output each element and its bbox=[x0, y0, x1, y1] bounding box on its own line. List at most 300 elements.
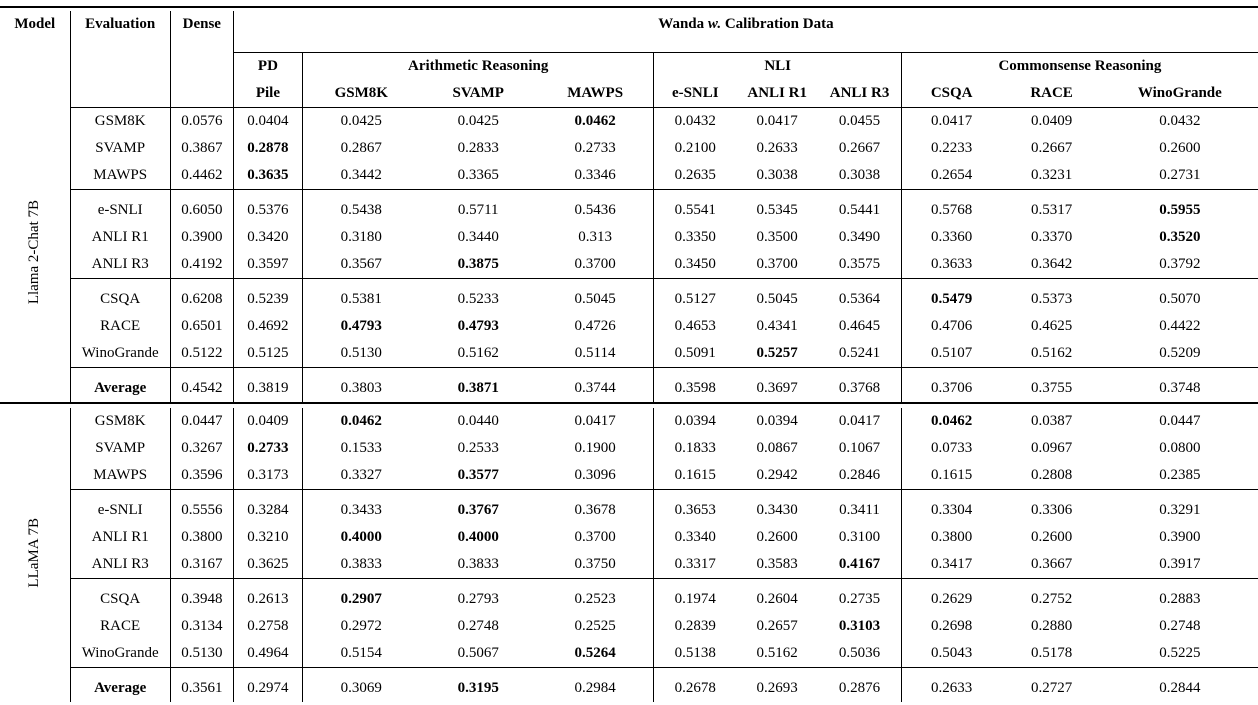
metric-value: 0.6208 bbox=[170, 286, 233, 313]
group-separator-cell bbox=[420, 190, 537, 198]
metric-value: 0.3678 bbox=[574, 502, 616, 518]
metric-value: 0.5045 bbox=[756, 291, 798, 307]
group-separator-cell bbox=[901, 668, 1001, 676]
metric-value: 0.0967 bbox=[1030, 440, 1073, 456]
metric-value: 0.0800 bbox=[1159, 440, 1201, 456]
group-separator-cell bbox=[537, 668, 654, 676]
col-header-pile: Pile bbox=[233, 79, 302, 108]
group-separator bbox=[0, 368, 1258, 376]
group-separator-cell bbox=[420, 668, 537, 676]
metric-value: 0.3433 bbox=[302, 497, 419, 524]
metric-value: 0.4542 bbox=[170, 375, 233, 403]
metric-value: 0.0576 bbox=[170, 108, 233, 136]
metric-value: 0.3871 bbox=[457, 380, 499, 396]
table-row bbox=[0, 197, 1258, 224]
metric-value: 0.5130 bbox=[170, 640, 233, 668]
metric-value: 0.2678 bbox=[654, 675, 736, 702]
metric-value: 0.3700 bbox=[574, 256, 616, 272]
metric-value: 0.2748 bbox=[457, 618, 499, 634]
col-header-svamp: SVAMP bbox=[420, 79, 537, 108]
table-body bbox=[0, 108, 1258, 703]
metric-value: 0.1615 bbox=[654, 462, 736, 490]
row-label: RACE bbox=[70, 313, 170, 340]
metric-value: 0.5125 bbox=[233, 340, 302, 368]
table-row bbox=[0, 135, 1258, 162]
metric-value: 0.4167 bbox=[838, 556, 881, 572]
metric-value: 0.0455 bbox=[838, 113, 881, 129]
metric-value: 0.1615 bbox=[901, 462, 1001, 490]
group-separator-cell bbox=[70, 668, 170, 676]
metric-value: 0.3420 bbox=[233, 224, 302, 251]
group-separator-cell bbox=[233, 368, 302, 376]
metric-value: 0.2733 bbox=[233, 435, 302, 462]
group-separator-cell bbox=[537, 190, 654, 198]
group-separator-cell bbox=[1002, 368, 1102, 376]
metric-value: 0.3490 bbox=[838, 229, 881, 245]
metric-value: 0.5122 bbox=[170, 340, 233, 368]
metric-value: 0.2839 bbox=[654, 613, 736, 640]
metric-value: 0.2808 bbox=[1030, 467, 1073, 483]
group-separator-cell bbox=[654, 368, 736, 376]
table-row bbox=[0, 640, 1258, 668]
results-table bbox=[0, 11, 1258, 702]
metric-value: 0.3800 bbox=[170, 524, 233, 551]
metric-value: 0.3134 bbox=[170, 613, 233, 640]
table-row bbox=[0, 408, 1258, 435]
metric-value: 0.3667 bbox=[1030, 556, 1073, 572]
metric-value: 0.3442 bbox=[302, 162, 419, 190]
metric-value: 0.5381 bbox=[302, 286, 419, 313]
group-separator-cell bbox=[1102, 490, 1258, 498]
metric-value: 0.3350 bbox=[654, 224, 736, 251]
metric-value: 0.4692 bbox=[233, 313, 302, 340]
group-separator-cell bbox=[70, 279, 170, 287]
group-separator-cell bbox=[818, 490, 901, 498]
model-label: LLaMA 7B bbox=[26, 517, 43, 588]
metric-value: 0.5127 bbox=[654, 286, 736, 313]
row-label: GSM8K bbox=[70, 408, 170, 435]
group-separator-cell bbox=[1002, 490, 1102, 498]
metric-value: 0.3450 bbox=[654, 251, 736, 279]
group-separator-cell bbox=[1102, 668, 1258, 676]
metric-value: 0.3360 bbox=[901, 224, 1001, 251]
metric-value: 0.0447 bbox=[1159, 413, 1201, 429]
metric-value: 0.5345 bbox=[756, 202, 798, 218]
group-header-commonsense: Commonsense Reasoning bbox=[901, 53, 1258, 80]
metric-value: 0.3575 bbox=[838, 256, 881, 272]
group-separator-cell bbox=[1002, 279, 1102, 287]
metric-value: 0.2727 bbox=[1030, 680, 1073, 696]
metric-value: 0.4462 bbox=[170, 162, 233, 190]
group-separator-cell bbox=[537, 490, 654, 498]
metric-value: 0.2833 bbox=[457, 140, 499, 156]
metric-value: 0.0417 bbox=[838, 413, 881, 429]
metric-value: 0.3306 bbox=[1030, 502, 1073, 518]
metric-value: 0.3567 bbox=[302, 251, 419, 279]
col-header-anli-r1: ANLI R1 bbox=[736, 79, 818, 108]
metric-value: 0.5441 bbox=[838, 202, 881, 218]
metric-value: 0.3284 bbox=[233, 497, 302, 524]
metric-value: 0.5556 bbox=[170, 497, 233, 524]
metric-value: 0.2657 bbox=[756, 618, 798, 634]
metric-value: 0.1067 bbox=[838, 440, 881, 456]
metric-value: 0.3642 bbox=[1030, 256, 1073, 272]
group-separator-cell bbox=[818, 668, 901, 676]
col-header-gsm8k: GSM8K bbox=[302, 79, 419, 108]
metric-value: 0.3100 bbox=[838, 529, 881, 545]
metric-value: 0.3583 bbox=[756, 556, 798, 572]
group-separator-cell bbox=[736, 579, 818, 587]
metric-value: 0.3167 bbox=[170, 551, 233, 579]
model-cell bbox=[0, 408, 70, 702]
metric-value: 0.0417 bbox=[901, 108, 1001, 136]
metric-value: 0.5162 bbox=[457, 345, 499, 361]
metric-value: 0.2633 bbox=[901, 675, 1001, 702]
group-separator-cell bbox=[901, 368, 1001, 376]
metric-value: 0.5209 bbox=[1159, 345, 1201, 361]
metric-value: 0.2385 bbox=[1159, 467, 1201, 483]
metric-value: 0.5162 bbox=[756, 645, 798, 661]
group-separator-cell bbox=[537, 579, 654, 587]
metric-value: 0.2523 bbox=[574, 591, 616, 607]
metric-value: 0.2233 bbox=[901, 135, 1001, 162]
group-separator-cell bbox=[70, 579, 170, 587]
group-separator-cell bbox=[736, 368, 818, 376]
metric-value: 0.3195 bbox=[457, 680, 499, 696]
metric-value: 0.2758 bbox=[233, 613, 302, 640]
metric-value: 0.2883 bbox=[1159, 591, 1201, 607]
metric-value: 0.3291 bbox=[1159, 502, 1201, 518]
metric-value: 0.3411 bbox=[839, 502, 880, 518]
metric-value: 0.3767 bbox=[457, 502, 499, 518]
metric-value: 0.4964 bbox=[233, 640, 302, 668]
metric-value: 0.4000 bbox=[457, 529, 499, 545]
metric-value: 0.3625 bbox=[233, 551, 302, 579]
group-separator-cell bbox=[302, 490, 419, 498]
metric-value: 0.0394 bbox=[654, 408, 736, 435]
group-separator-cell bbox=[654, 190, 736, 198]
model-label: Llama 2-Chat 7B bbox=[26, 200, 43, 305]
metric-value: 0.4000 bbox=[302, 524, 419, 551]
metric-value: 0.5091 bbox=[654, 340, 736, 368]
metric-value: 0.0462 bbox=[901, 408, 1001, 435]
group-separator-cell bbox=[170, 579, 233, 587]
metric-value: 0.2733 bbox=[574, 140, 616, 156]
table-row bbox=[0, 675, 1258, 702]
metric-value: 0.5479 bbox=[901, 286, 1001, 313]
metric-value: 0.4726 bbox=[574, 318, 616, 334]
row-label: ANLI R3 bbox=[70, 251, 170, 279]
group-separator-cell bbox=[233, 490, 302, 498]
metric-value: 0.4653 bbox=[654, 313, 736, 340]
group-separator-cell bbox=[233, 668, 302, 676]
metric-value: 0.2974 bbox=[233, 675, 302, 702]
metric-value: 0.2876 bbox=[838, 680, 881, 696]
col-header-dense: Dense bbox=[170, 11, 233, 108]
row-label: WinoGrande bbox=[70, 340, 170, 368]
metric-value: 0.2525 bbox=[574, 618, 616, 634]
row-label: MAWPS bbox=[70, 462, 170, 490]
metric-value: 0.3370 bbox=[1030, 229, 1073, 245]
calibration-title-post: Calibration Data bbox=[724, 16, 834, 32]
table-row bbox=[0, 375, 1258, 403]
metric-value: 0.5114 bbox=[574, 345, 616, 361]
metric-value: 0.4645 bbox=[838, 318, 881, 334]
table-row bbox=[0, 462, 1258, 490]
metric-value: 0.4706 bbox=[901, 313, 1001, 340]
metric-value: 0.3597 bbox=[233, 251, 302, 279]
metric-value: 0.1900 bbox=[574, 440, 616, 456]
group-separator-cell bbox=[1102, 368, 1258, 376]
table-row bbox=[0, 224, 1258, 251]
metric-value: 0.5154 bbox=[302, 640, 419, 668]
metric-value: 0.3700 bbox=[574, 529, 616, 545]
metric-value: 0.2635 bbox=[654, 162, 736, 190]
metric-value: 0.3103 bbox=[838, 618, 881, 634]
group-separator-cell bbox=[420, 368, 537, 376]
group-separator bbox=[0, 190, 1258, 198]
table-row bbox=[0, 497, 1258, 524]
group-separator-cell bbox=[1102, 279, 1258, 287]
metric-value: 0.3700 bbox=[756, 256, 798, 272]
group-separator-cell bbox=[654, 490, 736, 498]
metric-value: 0.1533 bbox=[302, 435, 419, 462]
metric-value: 0.3633 bbox=[901, 251, 1001, 279]
metric-value: 0.3500 bbox=[756, 229, 798, 245]
metric-value: 0.3038 bbox=[838, 167, 881, 183]
metric-value: 0.0417 bbox=[574, 413, 616, 429]
metric-value: 0.5178 bbox=[1030, 645, 1073, 661]
metric-value: 0.5317 bbox=[1030, 202, 1073, 218]
metric-value: 0.0417 bbox=[756, 113, 798, 129]
metric-value: 0.2600 bbox=[1030, 529, 1073, 545]
group-separator-cell bbox=[654, 579, 736, 587]
row-label: e-SNLI bbox=[70, 197, 170, 224]
metric-value: 0.3653 bbox=[654, 497, 736, 524]
group-separator-cell bbox=[420, 490, 537, 498]
metric-value: 0.3875 bbox=[457, 256, 499, 272]
metric-value: 0.0462 bbox=[574, 113, 616, 129]
table-row bbox=[0, 251, 1258, 279]
metric-value: 0.3430 bbox=[756, 502, 798, 518]
metric-value: 0.0447 bbox=[170, 408, 233, 435]
metric-value: 0.3069 bbox=[302, 675, 419, 702]
metric-value: 0.5107 bbox=[901, 340, 1001, 368]
metric-value: 0.5045 bbox=[574, 291, 616, 307]
metric-value: 0.3833 bbox=[457, 556, 499, 572]
metric-value: 0.3768 bbox=[838, 380, 881, 396]
group-separator-cell bbox=[736, 190, 818, 198]
metric-value: 0.5162 bbox=[1030, 345, 1073, 361]
metric-value: 0.2748 bbox=[1159, 618, 1201, 634]
metric-value: 0.5233 bbox=[457, 291, 499, 307]
metric-value: 0.5257 bbox=[756, 345, 798, 361]
metric-value: 0.3706 bbox=[901, 375, 1001, 403]
metric-value: 0.5364 bbox=[838, 291, 881, 307]
metric-value: 0.0387 bbox=[1030, 413, 1073, 429]
table-row bbox=[0, 551, 1258, 579]
metric-value: 0.5070 bbox=[1159, 291, 1201, 307]
metric-value: 0.2880 bbox=[1030, 618, 1073, 634]
group-separator-cell bbox=[818, 368, 901, 376]
metric-value: 0.2942 bbox=[756, 467, 798, 483]
metric-value: 0.0462 bbox=[302, 408, 419, 435]
col-header-anli-r3: ANLI R3 bbox=[818, 79, 901, 108]
group-separator-cell bbox=[170, 368, 233, 376]
col-header-csqa: CSQA bbox=[901, 79, 1001, 108]
metric-value: 0.2693 bbox=[756, 680, 798, 696]
table-row bbox=[0, 108, 1258, 136]
metric-value: 0.3755 bbox=[1030, 380, 1073, 396]
metric-value: 0.4625 bbox=[1030, 318, 1073, 334]
metric-value: 0.3635 bbox=[233, 162, 302, 190]
metric-value: 0.0409 bbox=[233, 408, 302, 435]
metric-value: 0.313 bbox=[578, 229, 612, 245]
group-separator bbox=[0, 279, 1258, 287]
table-row bbox=[0, 340, 1258, 368]
group-separator-cell bbox=[302, 668, 419, 676]
metric-value: 0.3173 bbox=[233, 462, 302, 490]
metric-value: 0.5067 bbox=[457, 645, 499, 661]
group-separator-cell bbox=[654, 668, 736, 676]
table-row bbox=[0, 435, 1258, 462]
group-separator-cell bbox=[302, 279, 419, 287]
metric-value: 0.5955 bbox=[1159, 202, 1201, 218]
metric-value: 0.3417 bbox=[901, 551, 1001, 579]
group-separator-cell bbox=[302, 579, 419, 587]
metric-value: 0.4341 bbox=[756, 318, 798, 334]
model-cell bbox=[0, 108, 70, 404]
metric-value: 0.2972 bbox=[302, 613, 419, 640]
metric-value: 0.3697 bbox=[756, 380, 798, 396]
metric-value: 0.2613 bbox=[233, 586, 302, 613]
group-separator-cell bbox=[233, 190, 302, 198]
metric-value: 0.2600 bbox=[756, 529, 798, 545]
metric-value: 0.3577 bbox=[457, 467, 499, 483]
table-row bbox=[0, 313, 1258, 340]
group-separator-cell bbox=[302, 368, 419, 376]
row-label: ANLI R1 bbox=[70, 224, 170, 251]
metric-value: 0.5373 bbox=[1030, 291, 1073, 307]
row-label: MAWPS bbox=[70, 162, 170, 190]
metric-value: 0.5130 bbox=[302, 340, 419, 368]
col-header-winogrande: WinoGrande bbox=[1102, 79, 1258, 108]
group-separator-cell bbox=[537, 368, 654, 376]
col-header-race: RACE bbox=[1002, 79, 1102, 108]
metric-value: 0.2100 bbox=[654, 135, 736, 162]
metric-value: 0.3900 bbox=[170, 224, 233, 251]
row-label: Average bbox=[70, 675, 170, 702]
group-header-pd: PD bbox=[233, 53, 302, 80]
group-separator-cell bbox=[1102, 190, 1258, 198]
group-separator-cell bbox=[901, 279, 1001, 287]
metric-value: 0.5241 bbox=[838, 345, 881, 361]
metric-value: 0.2878 bbox=[233, 135, 302, 162]
metric-value: 0.3748 bbox=[1159, 380, 1201, 396]
metric-value: 0.3900 bbox=[1159, 529, 1201, 545]
metric-value: 0.2735 bbox=[838, 591, 881, 607]
group-separator bbox=[0, 490, 1258, 498]
row-label: SVAMP bbox=[70, 135, 170, 162]
metric-value: 0.5768 bbox=[901, 197, 1001, 224]
metric-value: 0.4192 bbox=[170, 251, 233, 279]
metric-value: 0.1833 bbox=[654, 435, 736, 462]
metric-value: 0.5138 bbox=[654, 640, 736, 668]
group-separator-cell bbox=[233, 579, 302, 587]
metric-value: 0.2731 bbox=[1159, 167, 1201, 183]
metric-value: 0.2867 bbox=[302, 135, 419, 162]
group-separator-cell bbox=[70, 490, 170, 498]
row-label: WinoGrande bbox=[70, 640, 170, 668]
metric-value: 0.2667 bbox=[1030, 140, 1073, 156]
row-label: GSM8K bbox=[70, 108, 170, 136]
row-label: ANLI R3 bbox=[70, 551, 170, 579]
col-header-evaluation: Evaluation bbox=[70, 11, 170, 108]
group-separator-cell bbox=[70, 368, 170, 376]
group-separator bbox=[0, 579, 1258, 587]
metric-value: 0.3792 bbox=[1159, 256, 1201, 272]
metric-value: 0.6501 bbox=[170, 313, 233, 340]
group-separator-cell bbox=[537, 279, 654, 287]
metric-value: 0.3210 bbox=[233, 524, 302, 551]
metric-value: 0.3096 bbox=[574, 467, 616, 483]
results-table-container bbox=[0, 6, 1258, 705]
metric-value: 0.3800 bbox=[901, 524, 1001, 551]
metric-value: 0.5036 bbox=[838, 645, 881, 661]
group-separator-cell bbox=[1002, 579, 1102, 587]
group-separator-cell bbox=[736, 490, 818, 498]
metric-value: 0.0432 bbox=[1159, 113, 1201, 129]
group-separator-cell bbox=[654, 279, 736, 287]
group-separator-cell bbox=[233, 279, 302, 287]
row-label: ANLI R1 bbox=[70, 524, 170, 551]
table-row bbox=[0, 613, 1258, 640]
metric-value: 0.3917 bbox=[1159, 556, 1201, 572]
metric-value: 0.3561 bbox=[170, 675, 233, 702]
header-row-top bbox=[0, 11, 1258, 53]
group-header-arithmetic: Arithmetic Reasoning bbox=[302, 53, 654, 80]
metric-value: 0.2633 bbox=[756, 140, 798, 156]
group-separator-cell bbox=[818, 279, 901, 287]
row-label: CSQA bbox=[70, 586, 170, 613]
metric-value: 0.0425 bbox=[302, 108, 419, 136]
metric-value: 0.0425 bbox=[457, 113, 499, 129]
metric-value: 0.0404 bbox=[233, 108, 302, 136]
col-header-mawps: MAWPS bbox=[537, 79, 654, 108]
metric-value: 0.6050 bbox=[170, 197, 233, 224]
metric-value: 0.0733 bbox=[901, 435, 1001, 462]
row-label: RACE bbox=[70, 613, 170, 640]
metric-value: 0.3231 bbox=[1030, 167, 1073, 183]
metric-value: 0.3833 bbox=[302, 551, 419, 579]
group-separator-cell bbox=[1102, 579, 1258, 587]
metric-value: 0.3180 bbox=[302, 224, 419, 251]
metric-value: 0.4422 bbox=[1159, 318, 1201, 334]
group-separator-cell bbox=[901, 490, 1001, 498]
group-separator-cell bbox=[1002, 190, 1102, 198]
metric-value: 0.0432 bbox=[654, 108, 736, 136]
group-separator-cell bbox=[170, 279, 233, 287]
group-header-nli: NLI bbox=[654, 53, 901, 80]
metric-value: 0.3340 bbox=[654, 524, 736, 551]
group-separator bbox=[0, 668, 1258, 676]
metric-value: 0.2844 bbox=[1159, 680, 1201, 696]
col-header-model: Model bbox=[14, 16, 56, 32]
row-label: Average bbox=[70, 375, 170, 403]
group-separator-cell bbox=[302, 190, 419, 198]
table-row bbox=[0, 524, 1258, 551]
metric-value: 0.2984 bbox=[574, 680, 616, 696]
